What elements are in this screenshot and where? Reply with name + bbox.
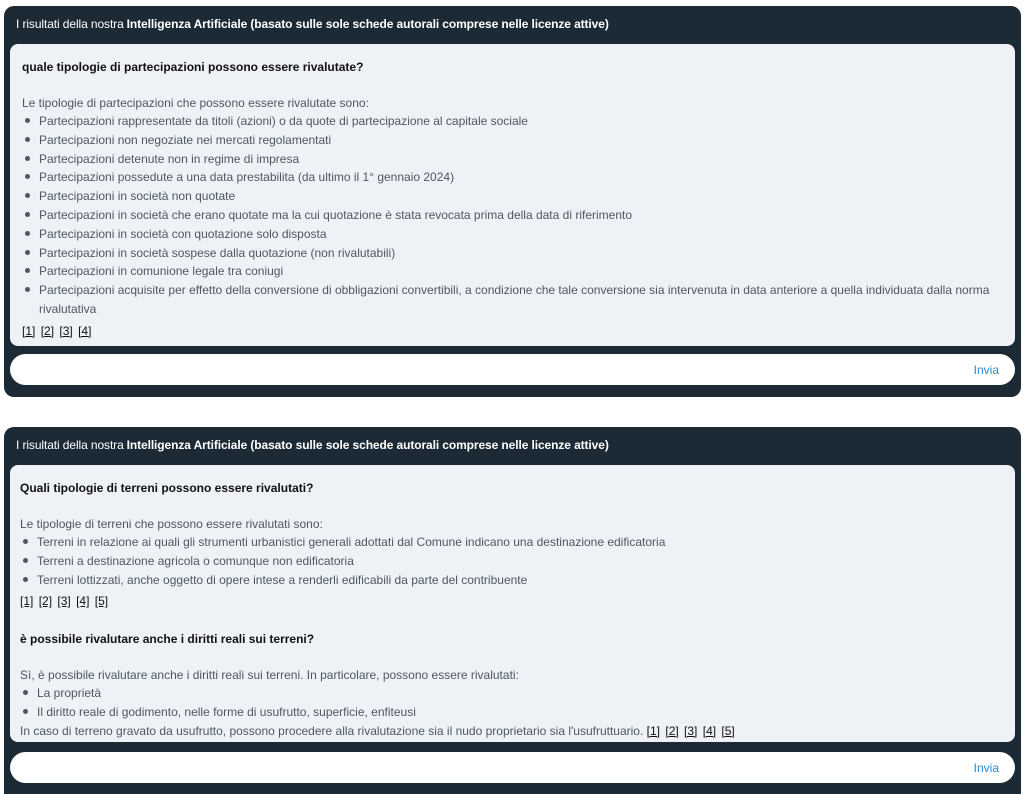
question-title: quale tipologie di partecipazioni possono essere rivalutate? (22, 60, 364, 74)
list-item: Partecipazioni possedute a una data prestabilita (da ultimo il 1° gennaio 2024) (22, 168, 1003, 187)
reference-link[interactable]: [1] (646, 723, 661, 738)
reference-links (22, 322, 1003, 340)
list-item: Terreni a destinazione agricola o comunque non edificatoria (20, 552, 1003, 571)
answer-closing (20, 722, 1003, 741)
answer-box (10, 465, 1015, 742)
list-item: Partecipazioni in comunione legale tra coniugi (22, 262, 1003, 281)
send-button[interactable]: Invia (973, 760, 999, 775)
answer-box (10, 44, 1015, 346)
reference-link[interactable]: [1] (22, 323, 36, 338)
reference-link[interactable]: [4] (76, 594, 90, 609)
list-item: Partecipazioni in società non quotate (22, 187, 1003, 206)
answer-list (20, 684, 1003, 722)
header-prefix: I risultati della nostra (16, 17, 124, 31)
reference-link[interactable]: [1] (20, 594, 34, 609)
reference-link[interactable]: [4] (702, 723, 717, 738)
panel-header (16, 427, 609, 463)
list-item: Partecipazioni in società sospese dalla quotazione (non rivalutabili) (22, 244, 1003, 263)
reference-link[interactable]: [3] (57, 594, 71, 609)
question-input[interactable] (10, 752, 974, 783)
question-input-bar (10, 752, 1015, 783)
answer-intro: Le tipologie di partecipazioni che possono essere rivalutate sono: (22, 96, 369, 110)
reference-link[interactable]: [5] (721, 723, 735, 738)
answer-list (22, 112, 1003, 319)
header-bold: Intelligenza Artificiale (basato sulle sole schede autorali comprese nelle licenze attive) (126, 438, 609, 452)
list-item: Partecipazioni acquisite per effetto della conversione di obbligazioni convertibili, a condizione che tale conversione sia intervenuta in data anteriore a quella individuata dalla norma rivalutativa (22, 281, 1003, 319)
reference-links (20, 592, 1003, 610)
answer-list (20, 533, 1003, 589)
list-item: Terreni in relazione ai quali gli strumenti urbanistici generali adottati dal Comune indicano una destinazione edificatoria (20, 533, 1003, 552)
list-item: Partecipazioni in società che erano quotate ma la cui quotazione è stata revocata prima della data di riferimento (22, 206, 1003, 225)
list-item: Partecipazioni rappresentate da titoli (azioni) o da quote di partecipazione al capitale sociale (22, 112, 1003, 131)
header-prefix: I risultati della nostra (16, 438, 124, 452)
list-item: La proprietà (20, 684, 1003, 703)
answer-intro: Le tipologie di terreni che possono essere rivalutati sono: (20, 517, 323, 531)
list-item: Terreni lottizzati, anche oggetto di opere intese a renderli edificabili da parte del contribuente (20, 571, 1003, 590)
list-item: Partecipazioni in società con quotazione solo disposta (22, 225, 1003, 244)
list-item: Partecipazioni non negoziate nei mercati regolamentati (22, 131, 1003, 150)
panel-header (16, 6, 609, 42)
ai-results-panel-1 (4, 6, 1021, 397)
reference-link[interactable]: [5] (94, 594, 109, 609)
reference-links (647, 724, 737, 738)
reference-link[interactable]: [3] (59, 323, 73, 338)
question-title: è possibile rivalutare anche i diritti reali sui terreni? (20, 632, 315, 647)
followup-section (20, 632, 1003, 740)
ai-results-panel-2 (4, 427, 1021, 794)
question-title: Quali tipologie di terreni possono essere rivalutati? (20, 481, 314, 495)
reference-link[interactable]: [2] (40, 323, 55, 338)
header-bold: Intelligenza Artificiale (basato sulle sole schede autorali comprese nelle licenze attive) (126, 17, 609, 31)
answer-intro: Sì, è possibile rivalutare anche i diritti reali sui terreni. In particolare, possono essere rivalutati: (20, 668, 519, 683)
reference-link[interactable]: [2] (665, 723, 679, 738)
list-item: Il diritto reale di godimento, nelle forme di usufrutto, superficie, enfiteusi (20, 703, 1003, 722)
send-button[interactable]: Invia (973, 362, 999, 377)
reference-link[interactable]: [4] (78, 323, 92, 338)
list-item: Partecipazioni detenute non in regime di impresa (22, 150, 1003, 169)
reference-link[interactable]: [3] (684, 723, 698, 738)
question-input-bar (10, 354, 1015, 385)
reference-link[interactable]: [2] (38, 594, 53, 609)
question-input[interactable] (10, 354, 974, 385)
closing-text: In caso di terreno gravato da usufrutto, possono procedere alla rivalutazione sia il nudo proprietario sia l'usufruttuario. (20, 723, 644, 738)
